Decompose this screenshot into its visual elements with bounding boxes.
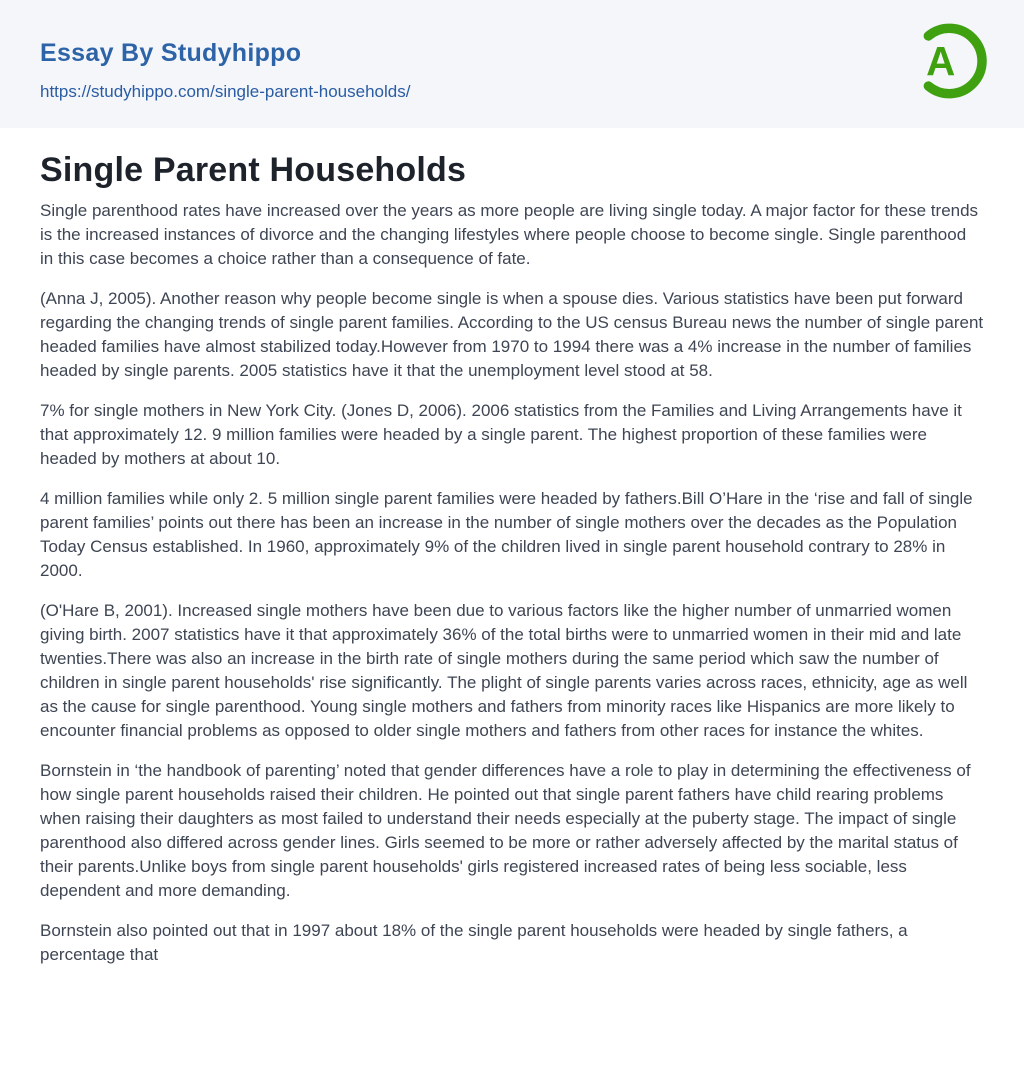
studyhippo-logo-icon [902,18,988,104]
byline: Essay By Studyhippo [40,39,302,67]
logo-letter: A [926,37,956,84]
essay-paragraph: Single parenthood rates have increased over the years as more people are living single today. A major factor for these trends is the increased instances of divorce and the changing lifestyles where people choose to become single. Single parenthood in this case becomes a choice rather than a consequence of fate. [40,201,979,268]
essay-paragraph: Bornstein also pointed out that in 1997 about 18% of the single parent households were headed by single fathers, a percentage that [40,921,908,964]
essay-paragraph: (Anna J, 2005). Another reason why people become single is when a spouse dies. Various statistics have been put forward regarding the changing trends of single parent families. According to the US census Bureau news the number of single parent headed families have almost stabilized today.However from 1970 to 1994 there was a 4% increase in the number of families headed by single parents. 2005 statistics have it that the unemployment level stood at 58. [40,289,984,380]
essay-paragraph: 4 million families while only 2. 5 million single parent families were headed by fathers.Bill O’Hare in the ‘rise and fall of single parent families’ points out there has been an increase in the number of single mothers over the decades as the Population Today Census established. In 1960, approximately 9% of the children lived in single parent household contrary to 28% in 2000. [40,489,973,580]
essay-article [0,150,1024,967]
source-url-link[interactable]: https://studyhippo.com/single-parent-households/ [40,81,411,101]
essay-paragraph: 7% for single mothers in New York City. (Jones D, 2006). 2006 statistics from the Families and Living Arrangements have it that approximately 12. 9 million families were headed by a single parent. The highest proportion of these families were headed by mothers at about 10. [40,401,962,468]
essay-paragraph: Bornstein in ‘the handbook of parenting’ noted that gender differences have a role to play in determining the effectiveness of how single parent households raised their children. He pointed out that single parent fathers have child rearing problems when raising their daughters as most failed to understand their needs especially at the puberty stage. The impact of single parenthood also differed across gender lines. Girls seemed to be more or rather adversely affected by the marital status of their parents.Unlike boys from single parent households' girls registered increased rates of being less sociable, less dependent and more demanding. [40,761,971,900]
site-header [0,0,1024,128]
page-title: Single Parent Households [40,151,467,189]
essay-paragraph: (O'Hare B, 2001). Increased single mothers have been due to various factors like the higher number of unmarried women giving birth. 2007 statistics have it that approximately 36% of the total births were to unmarried women in their mid and late twenties.There was also an increase in the birth rate of single mothers during the same period which saw the number of children in single parent households' rise significantly. The plight of single parents varies across races, ethnicity, age as well as the cause for single parenthood. Young single mothers and fathers from minority races like Hispanics are more likely to encounter financial problems as opposed to older single mothers and fathers from other races for instance the whites. [40,601,968,740]
